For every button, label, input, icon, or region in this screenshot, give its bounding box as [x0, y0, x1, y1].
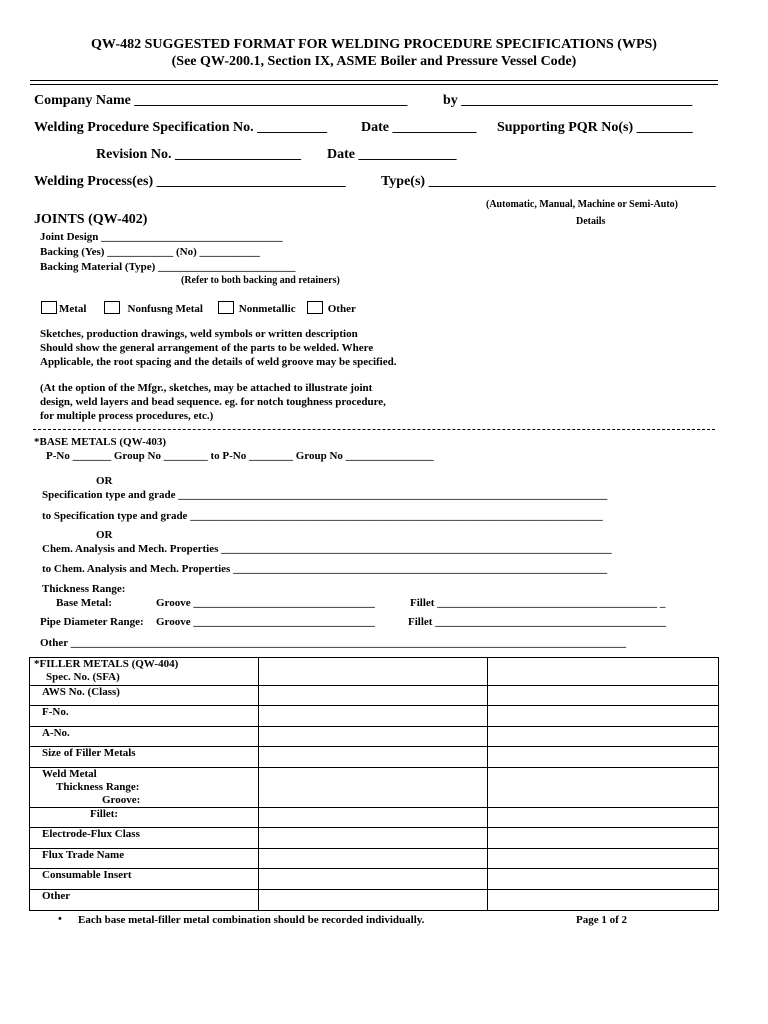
option-nonmetallic[interactable]: Nonmetallic [218, 301, 296, 315]
pno-group-field[interactable]: P-No _______ Group No ________ to P-No ________ Group No ________________ [46, 450, 434, 462]
divider-top-2 [30, 84, 718, 85]
thickness-range-label: Thickness Range: [42, 583, 126, 595]
types-field[interactable]: Type(s) _________________________________________ [381, 174, 716, 189]
backing-material-field[interactable]: Backing Material (Type) _________________________ [40, 261, 296, 273]
backing-field[interactable]: Backing (Yes) ____________ (No) ___________ [40, 246, 260, 258]
weld-metal-cell-1[interactable] [258, 768, 488, 808]
process-note: (Automatic, Manual, Machine or Semi-Auto) [486, 199, 679, 210]
flux-trade-cell-1[interactable] [258, 849, 488, 869]
checkbox-metal[interactable] [41, 301, 57, 314]
footer-note: Each base metal-filler metal combination should be recorded individually. [78, 914, 425, 926]
f-no-label: F-No. [30, 706, 259, 727]
fillet-cell-1[interactable] [258, 808, 488, 828]
sketch-text-line-2: Should show the general arrangement of the parts to be welded. Where [40, 342, 374, 354]
size-cell-2[interactable] [488, 747, 719, 768]
flux-trade-label: Flux Trade Name [30, 849, 259, 869]
spec-no-label: Spec. No. (SFA) [46, 671, 120, 683]
filler-other-label: Other [30, 890, 259, 911]
f-no-cell-2[interactable] [488, 706, 719, 727]
table-row [30, 686, 719, 706]
fillet-cell-2[interactable] [488, 808, 719, 828]
table-row [30, 768, 719, 808]
groove-field-2[interactable]: Groove _________________________________ [156, 616, 375, 628]
checkbox-nonmetallic[interactable] [218, 301, 234, 314]
supporting-pqr-field[interactable]: Supporting PQR No(s) ________ [497, 120, 693, 135]
mfgr-text-line-1: (At the option of the Mfgr., sketches, may be attached to illustrate joint [40, 382, 373, 394]
checkbox-nonfusing-metal[interactable] [104, 301, 120, 314]
by-field[interactable]: by _________________________________ [443, 93, 693, 108]
table-row [30, 849, 719, 869]
weld-metal-cell [30, 768, 259, 808]
revision-date-field[interactable]: Date ______________ [327, 147, 457, 162]
groove-label: Groove: [102, 794, 141, 806]
a-no-cell-2[interactable] [488, 727, 719, 747]
filler-other-cell-1[interactable] [258, 890, 488, 911]
date-field[interactable]: Date ____________ [361, 120, 477, 135]
fillet-label: Fillet: [30, 808, 259, 828]
joints-heading: JOINTS (QW-402) [34, 212, 148, 227]
filler-metals-table [29, 657, 719, 911]
wps-no-field[interactable]: Welding Procedure Specification No. __________ [34, 120, 328, 135]
a-no-cell-1[interactable] [258, 727, 488, 747]
electrode-flux-label: Electrode-Flux Class [30, 828, 259, 849]
thickness-range-label-2: Thickness Range: [56, 781, 140, 793]
aws-no-label: AWS No. (Class) [30, 686, 259, 706]
size-cell-1[interactable] [258, 747, 488, 768]
sketch-text-line-1: Sketches, production drawings, weld symbols or written description [40, 328, 358, 340]
a-no-label: A-No. [30, 727, 259, 747]
table-row [30, 808, 719, 828]
page-number: Page 1 of 2 [576, 914, 628, 926]
filler-spec-cell [30, 658, 259, 686]
revision-no-field[interactable]: Revision No. __________________ [96, 147, 301, 162]
table-row [30, 869, 719, 890]
spec-type-field[interactable]: Specification type and grade ______________________________________________________________________________ [42, 489, 608, 501]
sketch-text-line-3: Applicable, the root spacing and the details of weld groove may be specified. [40, 356, 397, 368]
table-row [30, 828, 719, 849]
electrode-flux-cell-2[interactable] [488, 828, 719, 849]
pipe-diameter-label: Pipe Diameter Range: [40, 616, 144, 628]
or-label-1: OR [96, 475, 113, 487]
section-divider [33, 429, 715, 430]
consumable-cell-2[interactable] [488, 869, 719, 890]
checkbox-other[interactable] [307, 301, 323, 314]
consumable-label: Consumable Insert [30, 869, 259, 890]
fillet-field-2[interactable]: Fillet __________________________________________ [408, 616, 667, 628]
aws-no-cell-1[interactable] [258, 686, 488, 706]
flux-trade-cell-2[interactable] [488, 849, 719, 869]
welding-process-field[interactable]: Welding Process(es) ___________________________ [34, 174, 346, 189]
weld-metal-label: Weld Metal [42, 768, 97, 780]
chem-analysis-field[interactable]: Chem. Analysis and Mech. Properties _______________________________________________________________________ [42, 543, 612, 555]
backing-note: (Refer to both backing and retainers) [181, 275, 340, 286]
f-no-cell-1[interactable] [258, 706, 488, 727]
table-row [30, 890, 719, 911]
size-label: Size of Filler Metals [30, 747, 259, 768]
table-row [30, 747, 719, 768]
weld-metal-cell-2[interactable] [488, 768, 719, 808]
or-label-2: OR [96, 529, 113, 541]
table-row [30, 727, 719, 747]
option-metal[interactable]: Metal [41, 301, 86, 315]
option-other[interactable]: Other [307, 301, 356, 315]
form-title: QW-482 SUGGESTED FORMAT FOR WELDING PROCEDURE SPECIFICATIONS (WPS) [91, 37, 657, 52]
base-metals-heading: *BASE METALS (QW-403) [34, 436, 167, 448]
form-subtitle: (See QW-200.1, Section IX, ASME Boiler and Pressure Vessel Code) [171, 54, 577, 69]
filler-other-cell-2[interactable] [488, 890, 719, 911]
to-spec-type-field[interactable]: to Specification type and grade ___________________________________________________________________________ [42, 510, 603, 522]
mfgr-text-line-2: design, weld layers and bead sequence. eg. for notch toughness procedure, [40, 396, 386, 408]
option-nonfusing-metal[interactable]: Nonfusng Metal [104, 301, 203, 315]
details-label: Details [576, 216, 606, 227]
consumable-cell-1[interactable] [258, 869, 488, 890]
other-field[interactable]: Other _____________________________________________________________________________________________________ [40, 637, 627, 649]
aws-no-cell-2[interactable] [488, 686, 719, 706]
mfgr-text-line-3: for multiple process procedures, etc.) [40, 410, 214, 422]
table-row [30, 706, 719, 727]
joint-design-field[interactable]: Joint Design _________________________________ [40, 231, 283, 243]
to-chem-analysis-field[interactable]: to Chem. Analysis and Mech. Properties ____________________________________________________________________ [42, 563, 608, 575]
bullet-icon: • [58, 913, 62, 925]
spec-no-cell-1[interactable] [258, 658, 488, 686]
filler-metals-heading: *FILLER METALS (QW-404) [34, 658, 179, 670]
electrode-flux-cell-1[interactable] [258, 828, 488, 849]
table-row [30, 658, 719, 686]
groove-field-1[interactable]: Groove _________________________________ [156, 597, 375, 609]
base-metal-label: Base Metal: [56, 597, 112, 609]
company-name-field[interactable]: Company Name _______________________________________ [34, 93, 408, 108]
divider-top-1 [30, 80, 718, 81]
fillet-field-1[interactable]: Fillet ________________________________________ _ [410, 597, 666, 609]
spec-no-cell-2[interactable] [488, 658, 719, 686]
